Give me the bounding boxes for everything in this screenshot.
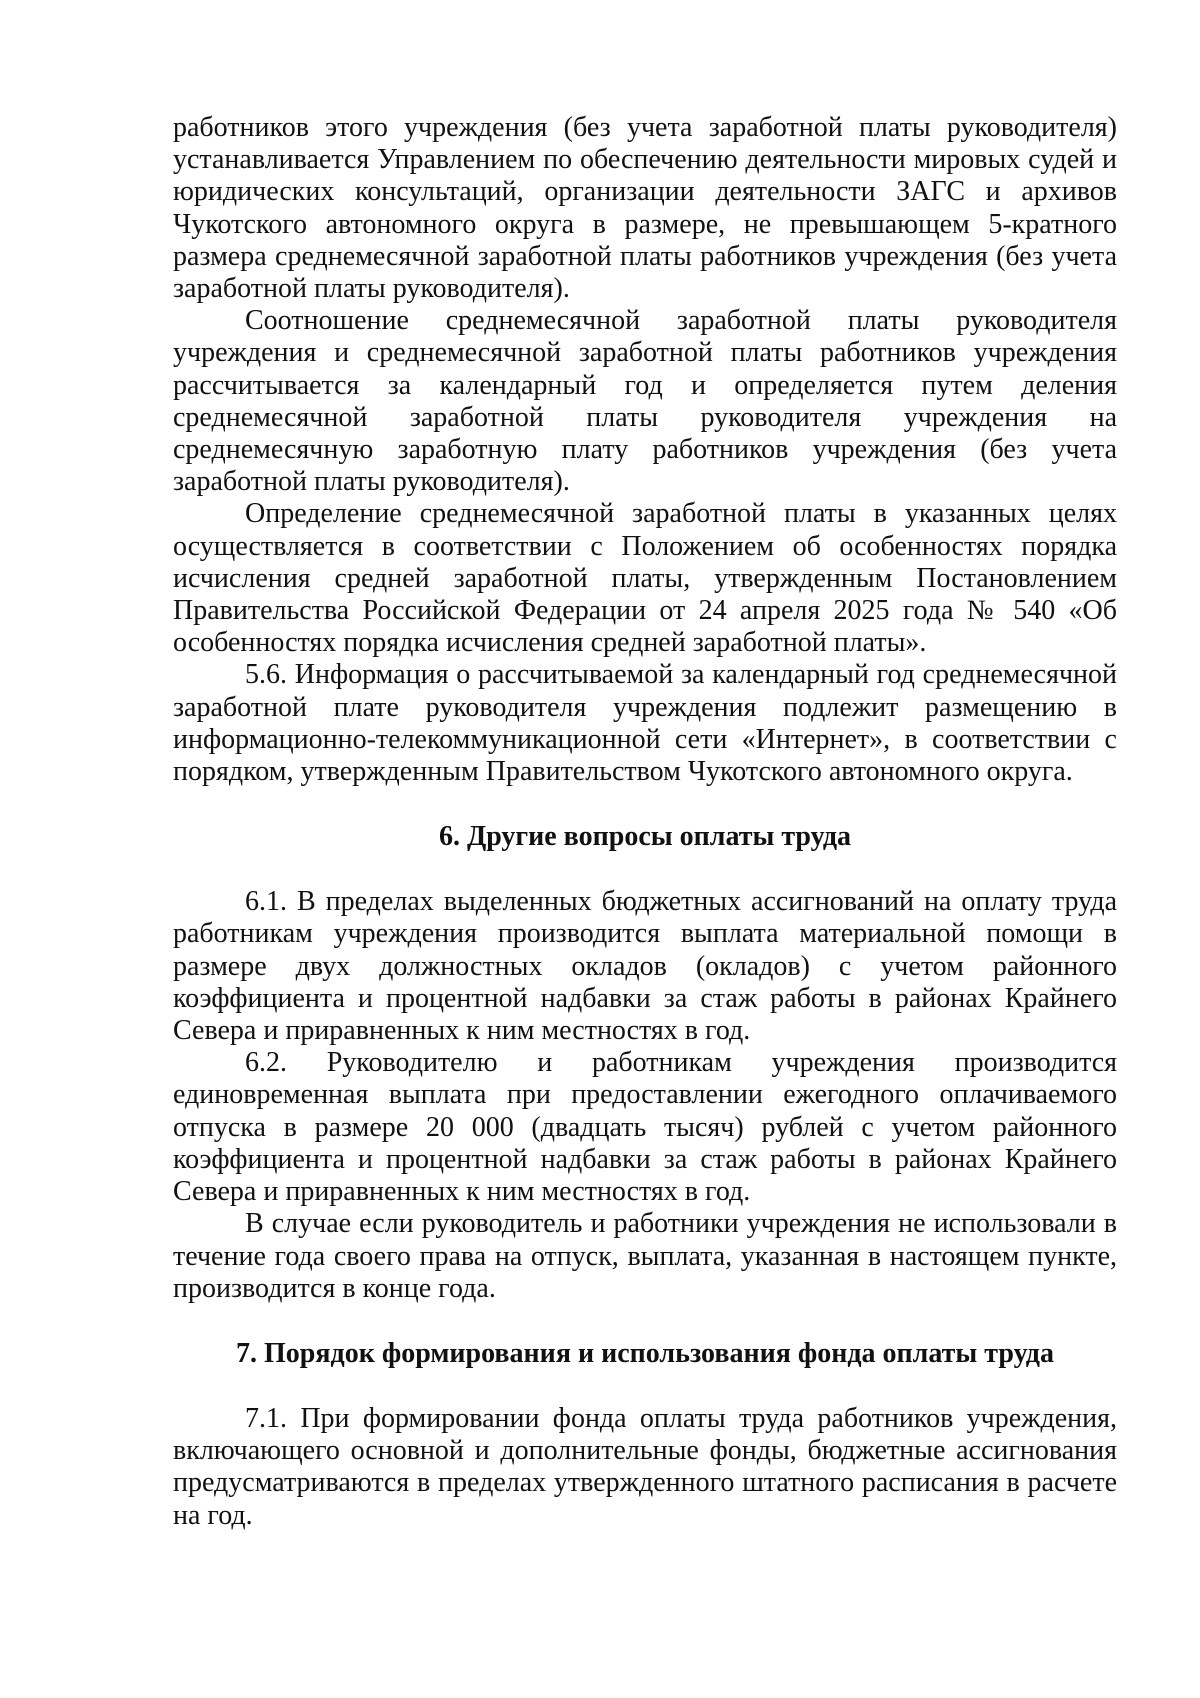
section-6-heading: 6. Другие вопросы оплаты труда	[438, 821, 852, 853]
paragraph-7-1: 7.1. При формировании фонда оплаты труда работников учреждения, включающего основной и дополнительные фонды, бюджетные ассигнования предусматриваются в пределах утвержденного штатного расписания в расчете на год.	[173, 1402, 1117, 1531]
paragraph-6-2-note: В случае если руководитель и работники учреждения не использовали в течение года своего права на отпуск, выплата, указанная в настоящем пункте, производится в конце года.	[173, 1208, 1117, 1304]
document-page	[173, 112, 1117, 1532]
paragraph-6-1: 6.1. В пределах выделенных бюджетных ассигнований на оплату труда работникам учреждения производится выплата материальной помощи в размере двух должностных окладов (окладов) с учетом районного коэффициента и процентной надбавки за стаж работы в районах Крайнего Севера и приравненных к ним местностях в год.	[173, 886, 1117, 1047]
paragraph-continuation: работников этого учреждения (без учета заработной платы руководителя) устанавливается Управлением по обеспечению деятельности мировых судей и юридических консультаций, организации деятельности ЗАГС и архивов Чукотского автономного округа в размере, не превышающем 5-кратного размера среднемесячной заработной платы работников учреждения (без учета заработной платы руководителя).	[173, 112, 1117, 305]
paragraph-6-2: 6.2. Руководителю и работникам учреждения производится единовременная выплата при предоставлении ежегодного оплачиваемого отпуска в размере 20 000 (двадцать тысяч) рублей с учетом районного коэффициента и процентной надбавки за стаж работы в районах Крайнего Севера и приравненных к ним местностях в год.	[173, 1047, 1117, 1208]
paragraph-ratio: Соотношение среднемесячной заработной платы руководителя учреждения и среднемесячной заработной платы работников учреждения рассчитывается за календарный год и определяется путем деления среднемесячной заработной платы руководителя учреждения на среднемесячную заработную плату работников учреждения (без учета заработной платы руководителя).	[173, 305, 1117, 498]
paragraph-definition: Определение среднемесячной заработной платы в указанных целях осуществляется в соответствии с Положением об особенностях порядка исчисления средней заработной платы, утвержденным Постановлением Правительства Российской Федерации от 24 апреля 2025 года № 540 «Об особенностях порядка исчисления средней заработной платы».	[173, 498, 1117, 659]
paragraph-5-6: 5.6. Информация о рассчитываемой за календарный год среднемесячной заработной плате руководителя учреждения подлежит размещению в информационно-телекоммуникационной сети «Интернет», в соответствии с порядком, утвержденным Правительством Чукотского автономного округа.	[173, 659, 1117, 788]
section-7-heading: 7. Порядок формирования и использования фонда оплаты труда	[236, 1337, 1054, 1369]
